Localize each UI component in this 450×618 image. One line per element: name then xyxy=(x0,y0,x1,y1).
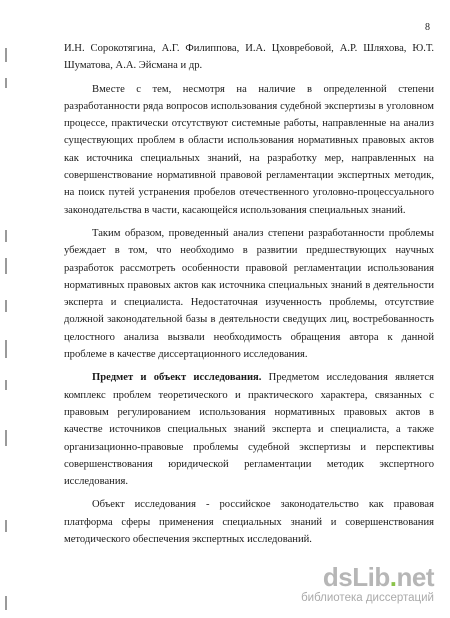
paragraph: Объект исследования - российское законодательство как правовая платформа сферы применения специальных знаний и совершенствования методического обеспечения экспертных исследований. xyxy=(64,499,434,546)
paragraph-bold-lead: Предмет и объект исследования. xyxy=(92,372,262,384)
margin-mark xyxy=(5,258,7,274)
margin-mark xyxy=(5,78,7,88)
margin-mark xyxy=(5,300,7,312)
margin-mark xyxy=(5,380,7,390)
paragraph: Вместе с тем, несмотря на наличие в определенной степени разработанности ряда вопросов использования судебной экспертизы в уголовном процессе, практически отсутствуют системные работы, направленные на анализ существующих проблем в области использования нормативных правовых актов как источника специальных знаний, на разработку мер, направленных на совершенствование нормативной правовой регламентации экспертных методик, на поиск путей устранения пробелов отечественного уголовно-процессуального законодательства в части, касающейся использования специальных знаний. xyxy=(64,83,434,216)
watermark-logo: dsLib.net xyxy=(322,562,434,592)
paragraph xyxy=(64,369,434,490)
scan-margin-marks xyxy=(3,0,11,618)
margin-mark xyxy=(5,520,7,532)
page-number: 8 xyxy=(425,22,430,33)
margin-mark xyxy=(5,340,7,358)
paragraph: Таким образом, проведенный анализ степени разработанности проблемы убеждает в том, что необходимо в развитии предшествующих научных разработок рассмотреть особенности правовой регламентации использования нормативных правовых актов как источника специальных знаний в деятельности эксперта и специалиста. Недостаточная изученность проблемы, отсутствие должной законодательной базы в деятельности сведущих лиц, востребованность целостного анализа вызвали необходимость обращения автора к данной проблеме в качестве диссертационного исследования. xyxy=(64,227,434,361)
margin-mark xyxy=(5,596,7,610)
document-body xyxy=(64,40,434,554)
margin-mark xyxy=(5,48,7,62)
margin-mark xyxy=(5,230,7,242)
margin-mark xyxy=(5,430,7,446)
paragraph: И.Н. Сорокотягина, А.Г. Филиппова, И.А. Цховребовой, А.Р. Шляхова, Ю.Т. Шуматова, А.А. Эйсмана и др. xyxy=(64,43,434,72)
paragraph-text: Предметом исследования является комплекс проблем теоретического и практического характера, связанных с правовым регулированием использования нормативных правовых актов в качестве источников специальных знаний эксперта и специалиста, а также организационно-правовые проблемы судебной экспертизы и перспективы совершенствования юридической регламентации методик экспертного исследования. xyxy=(64,372,434,488)
watermark-subtitle: библиотека диссертаций xyxy=(301,592,434,604)
watermark xyxy=(260,562,440,606)
